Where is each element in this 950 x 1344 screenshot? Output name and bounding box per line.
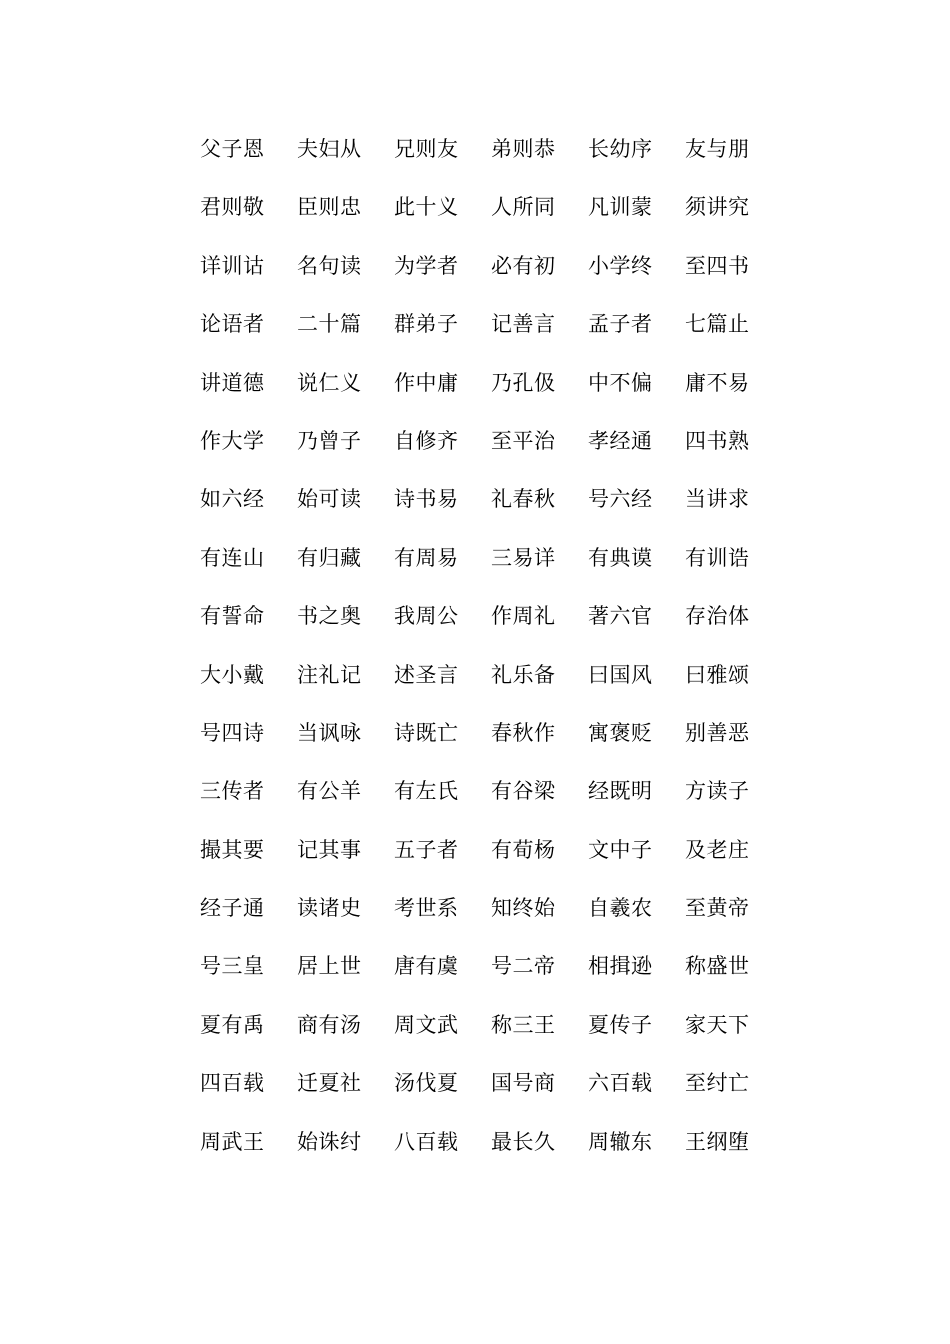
poem-phrase: 中不偏 [588, 370, 653, 395]
poem-phrase: 友与朋 [685, 137, 750, 161]
poem-phrase: 称三王 [491, 1012, 556, 1037]
poem-phrase: 自羲农 [588, 896, 653, 921]
poem-phrase: 周文武 [394, 1012, 459, 1037]
poem-phrase: 及老庄 [685, 837, 750, 862]
poem-phrase: 父子恩 [200, 137, 265, 161]
poem-phrase: 作大学 [200, 428, 265, 453]
poem-phrase: 号二帝 [491, 954, 556, 979]
poem-phrase: 孝经通 [588, 428, 653, 453]
poem-phrase: 孟子者 [588, 312, 653, 337]
poem-phrase: 必有初 [491, 253, 556, 278]
poem-phrase: 人所同 [491, 195, 556, 220]
poem-phrase: 考世系 [394, 896, 459, 921]
poem-phrase: 弟则恭 [491, 137, 556, 161]
poem-phrase: 当讽咏 [297, 720, 362, 745]
poem-phrase: 须讲究 [685, 195, 750, 220]
poem-phrase: 七篇止 [685, 312, 750, 337]
poem-line [200, 715, 770, 773]
poem-line [200, 948, 770, 1006]
poem-phrase: 始诛纣 [297, 1129, 362, 1154]
poem-phrase: 有谷梁 [491, 779, 556, 804]
poem-phrase: 讲道德 [200, 370, 265, 395]
poem-phrase: 别善恶 [685, 720, 750, 745]
poem-phrase: 家天下 [685, 1012, 750, 1037]
poem-phrase: 有左氏 [394, 779, 459, 804]
poem-phrase: 详训诂 [200, 253, 265, 278]
poem-line [200, 598, 770, 656]
poem-line [200, 1124, 770, 1182]
poem-phrase: 唐有虞 [394, 954, 459, 979]
poem-phrase: 论语者 [200, 312, 265, 337]
poem-phrase: 撮其要 [200, 837, 265, 862]
poem-phrase: 兄则友 [394, 137, 459, 161]
poem-phrase: 乃孔伋 [491, 370, 556, 395]
poem-line [200, 248, 770, 306]
poem-phrase: 著六官 [588, 604, 653, 629]
poem-phrase: 称盛世 [685, 954, 750, 979]
poem-phrase: 有公羊 [297, 779, 362, 804]
poem-line [200, 481, 770, 539]
poem-phrase: 至纣亡 [685, 1071, 750, 1096]
poem-phrase: 王纲堕 [685, 1129, 750, 1154]
poem-phrase: 礼春秋 [491, 487, 556, 512]
poem-phrase: 存治体 [685, 604, 750, 629]
poem-phrase: 经既明 [588, 779, 653, 804]
poem-phrase: 读诸史 [297, 896, 362, 921]
poem-phrase: 号三皇 [200, 954, 265, 979]
poem-phrase: 诗书易 [394, 487, 459, 512]
poem-phrase: 君则敬 [200, 195, 265, 220]
poem-phrase: 作中庸 [394, 370, 459, 395]
poem-phrase: 记其事 [297, 837, 362, 862]
poem-phrase: 曰雅颂 [685, 662, 750, 687]
poem-phrase: 相揖逊 [588, 954, 653, 979]
poem-phrase: 乃曾子 [297, 428, 362, 453]
poem-phrase: 礼乐备 [491, 662, 556, 687]
poem-phrase: 有连山 [200, 545, 265, 570]
poem-phrase: 有归藏 [297, 545, 362, 570]
poem-line [200, 773, 770, 831]
poem-phrase: 此十义 [394, 195, 459, 220]
poem-phrase: 始可读 [297, 487, 362, 512]
poem-phrase: 文中子 [588, 837, 653, 862]
poem-phrase: 迁夏社 [297, 1071, 362, 1096]
poem-phrase: 号四诗 [200, 720, 265, 745]
poem-line [200, 890, 770, 948]
poem-phrase: 春秋作 [491, 720, 556, 745]
poem-phrase: 我周公 [394, 604, 459, 629]
poem-phrase: 周辙东 [588, 1129, 653, 1154]
poem-line [200, 657, 770, 715]
poem-phrase: 曰国风 [588, 662, 653, 687]
poem-phrase: 有训诰 [685, 545, 750, 570]
poem-phrase: 大小戴 [200, 662, 265, 687]
poem-phrase: 为学者 [394, 253, 459, 278]
poem-line [200, 365, 770, 423]
poem-line [200, 189, 770, 247]
poem-phrase: 知终始 [491, 896, 556, 921]
poem-line [200, 306, 770, 364]
poem-phrase: 说仁义 [297, 370, 362, 395]
poem-phrase: 经子通 [200, 896, 265, 921]
poem-phrase: 有誓命 [200, 604, 265, 629]
poem-phrase: 自修齐 [394, 428, 459, 453]
poem-phrase: 方读子 [685, 779, 750, 804]
poem-phrase: 书之奥 [297, 604, 362, 629]
poem-line [200, 832, 770, 890]
poem-phrase: 汤伐夏 [394, 1071, 459, 1096]
poem-phrase: 诗既亡 [394, 720, 459, 745]
poem-phrase: 三易详 [491, 545, 556, 570]
poem-line [200, 540, 770, 598]
poem-phrase: 最长久 [491, 1129, 556, 1154]
poem-phrase: 注礼记 [297, 662, 362, 687]
poem-phrase: 至平治 [491, 428, 556, 453]
poem-phrase: 商有汤 [297, 1012, 362, 1037]
poem-line [200, 131, 770, 189]
poem-phrase: 国号商 [491, 1071, 556, 1096]
poem-phrase: 号六经 [588, 487, 653, 512]
poem-phrase: 有典谟 [588, 545, 653, 570]
poem-phrase: 有周易 [394, 545, 459, 570]
poem-phrase: 夏有禹 [200, 1012, 265, 1037]
poem-phrase: 二十篇 [297, 312, 362, 337]
poem-phrase: 寓褒贬 [588, 720, 653, 745]
poem-phrase: 至黄帝 [685, 896, 750, 921]
poem-phrase: 名句读 [297, 253, 362, 278]
poem-phrase: 夏传子 [588, 1012, 653, 1037]
poem-phrase: 五子者 [394, 837, 459, 862]
poem-phrase: 凡训蒙 [588, 195, 653, 220]
poem-phrase: 群弟子 [394, 312, 459, 337]
poem-phrase: 长幼序 [588, 137, 653, 161]
poem-grid [200, 131, 770, 1182]
poem-phrase: 至四书 [685, 253, 750, 278]
poem-phrase: 述圣言 [394, 662, 459, 687]
poem-phrase: 当讲求 [685, 487, 750, 512]
poem-phrase: 有荀杨 [491, 837, 556, 862]
poem-phrase: 八百载 [394, 1129, 459, 1154]
poem-phrase: 庸不易 [685, 370, 750, 395]
poem-phrase: 居上世 [297, 954, 362, 979]
poem-phrase: 周武王 [200, 1129, 265, 1154]
poem-line [200, 1007, 770, 1065]
poem-phrase: 如六经 [200, 487, 265, 512]
poem-phrase: 六百载 [588, 1071, 653, 1096]
poem-phrase: 作周礼 [491, 604, 556, 629]
poem-phrase: 夫妇从 [297, 137, 362, 161]
poem-phrase: 记善言 [491, 312, 556, 337]
poem-phrase: 三传者 [200, 779, 265, 804]
poem-phrase: 四书熟 [685, 428, 750, 453]
poem-line [200, 1065, 770, 1123]
poem-phrase: 四百载 [200, 1071, 265, 1096]
poem-phrase: 小学终 [588, 253, 653, 278]
poem-phrase: 臣则忠 [297, 195, 362, 220]
poem-line [200, 423, 770, 481]
